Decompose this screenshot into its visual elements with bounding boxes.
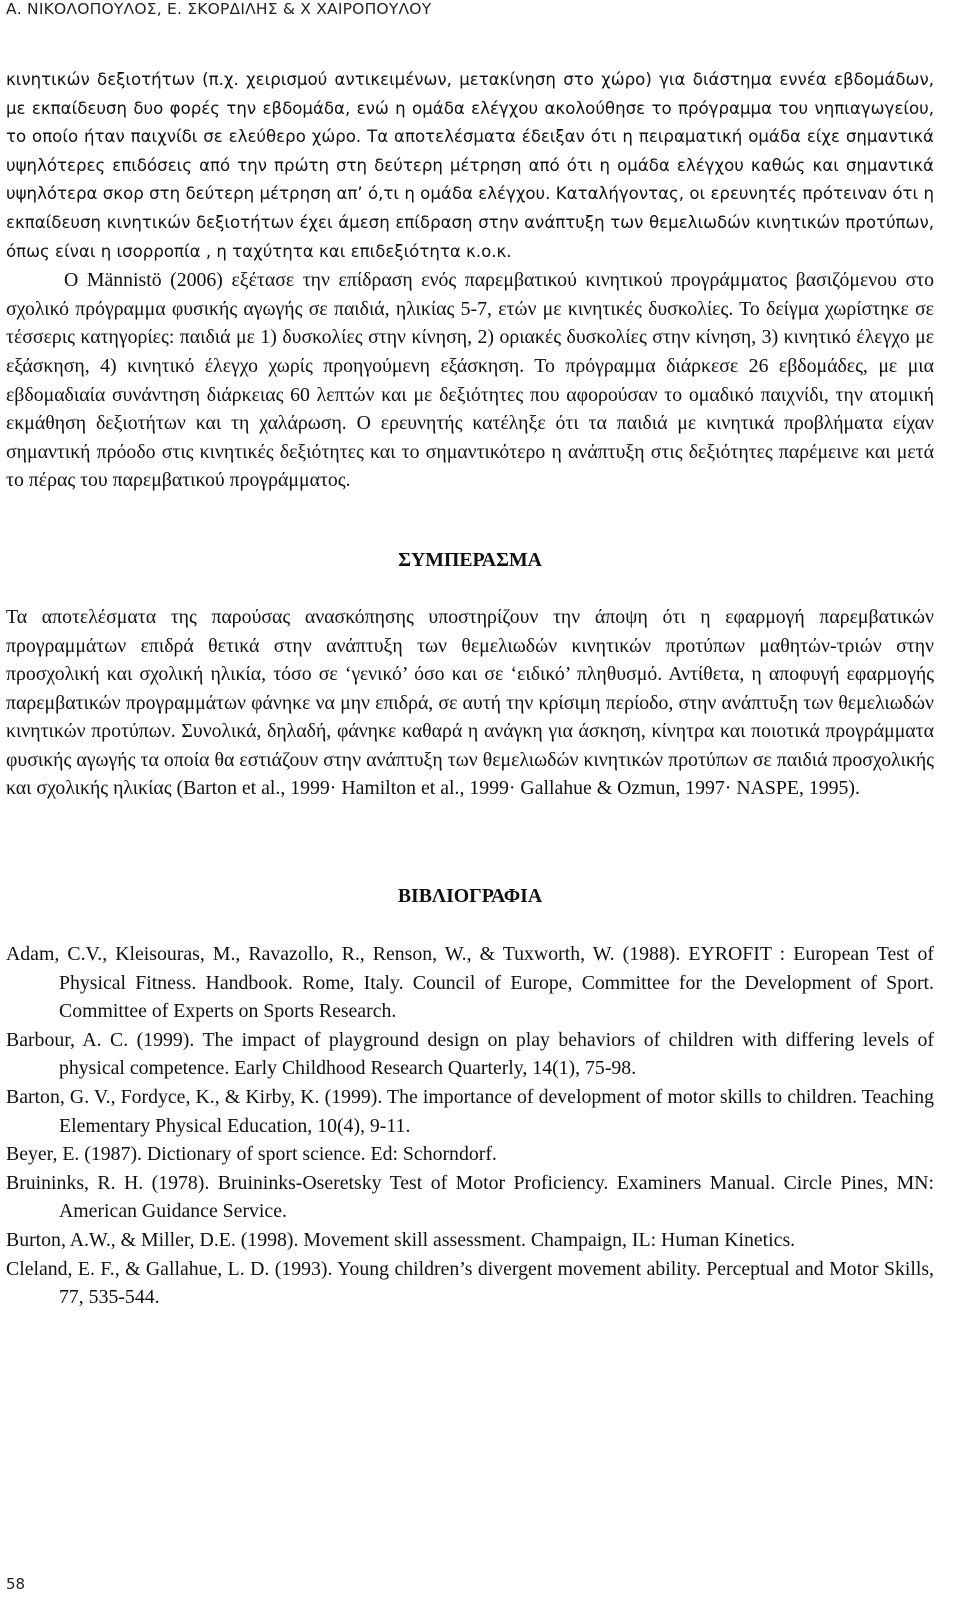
page-content [6, 66, 934, 1312]
body-paragraph-1: κινητικών δεξιοτήτων (π.χ. χειρισμού αντικειμένων, μετακίνηση στο χώρο) για διάστημα εννέα εβδομάδων, με εκπαίδευση δυο φορές την εβδομάδα, ενώ η ομάδα ελέγχου ακολούθησε το πρόγραμμα του νηπιαγωγείου, το οποίο ήταν παιχνίδι σε ελεύθερο χώρο. Τα αποτελέσματα έδειξαν ότι η πειραματική ομάδα είχε σημαντικά υψηλότερες επιδόσεις από την πρώτη στη δεύτερη μέτρηση από ότι η ομάδα ελέγχου καθώς και σημαντικά υψηλότερα σκορ στη δεύτερη μέτρηση απ’ ό,τι η ομάδα ελέγχου. Καταλήγοντας, οι ερευνητές πρότειναν ότι η εκπαίδευση κινητικών δεξιοτήτων έχει άμεση επίδραση στην ανάπτυξη των θεμελιωδών κινητικών προτύπων, όπως είναι η ισορροπία , η ταχύτητα και επιδεξιότητα κ.ο.κ. [6, 70, 934, 261]
reference-item: Adam, C.V., Kleisouras, M., Ravazollo, R., Renson, W., & Tuxworth, W. (1988). EYROFIT : European Test of Physical Fitness. Handbook. Rome, Italy. Council of Europe, Committee for the Development of Sport. Committee of Experts on Sports Research. [6, 943, 934, 1023]
reference-item: Bruininks, R. H. (1978). Bruininks-Oseretsky Test of Motor Proficiency. Examiners Manual. Circle Pines, MN: American Guidance Service. [6, 1171, 934, 1223]
reference-list [6, 940, 934, 1312]
reference-item: Burton, A.W., & Miller, D.E. (1998). Movement skill assessment. Champaign, IL: Human Kinetics. [6, 1229, 796, 1251]
reference-item: Beyer, E. (1987). Dictionary of sport science. Ed: Schorndorf. [6, 1143, 497, 1166]
page-number: 58 [6, 1575, 26, 1593]
conclusion-heading: ΣΥΜΠΕΡΑΣΜΑ [398, 548, 542, 571]
reference-item: Barbour, A. C. (1999). The impact of playground design on play behaviors of children with differing levels of physical competence. Early Childhood Research Quarterly, 14(1), 75-98. [6, 1028, 934, 1080]
body-paragraph-2: Ο Männistö (2006) εξέτασε την επίδραση ενός παρεμβατικού κινητικού προγράμματος βασιζόμενου στο σχολικό πρόγραμμα φυσικής αγωγής σε παιδιά, ηλικίας 5-7, ετών με κινητικές δυσκολίες. Το δείγμα χωρίστηκε σε τέσσερις κατηγορίες: παιδιά με 1) δυσκολίες στην κίνηση, 2) οριακές δυσκολίες στην κίνηση, 3) κινητικό έλεγχο με εξάσκηση, 4) κινητικό έλεγχο χωρίς προηγούμενη εξάσκηση. Το πρόγραμμα διάρκεσε 26 εβδομάδες, με μια εβδομαδιαία συνάντηση διάρκειας 60 λεπτών και με δεξιότητες που αφορούσαν το ομαδικό παιχνίδι, την ατομική εκμάθηση δεξιοτήτων και τη χαλάρωση. Ο ερευνητής κατέληξε ότι τα παιδιά με κινητικά προβλήματα είχαν σημαντική πρόοδο στις κινητικές δεξιότητες και το σημαντικότερο η ανάπτυξη στις δεξιότητες παρέμεινε και μετά το πέρας του παρεμβατικού προγράμματος. [6, 269, 934, 492]
bibliography-heading: ΒΙΒΛΙΟΓΡΑΦΙΑ [397, 885, 543, 908]
running-header: Α. ΝΙΚΟΛΟΠΟΥΛΟΣ, Ε. ΣΚΟΡΔΙΛΗΣ & Χ ΧΑΙΡΟΠΟΥΛΟΥ [6, 0, 432, 18]
reference-item: Barton, G. V., Fordyce, K., & Kirby, K. (1999). The importance of development of motor skills to children. Teaching Elementary Physical Education, 10(4), 9-11. [6, 1086, 934, 1137]
reference-item: Cleland, E. F., & Gallahue, L. D. (1993). Young children’s divergent movement ability. Perceptual and Motor Skills, 77, 535-544. [6, 1257, 934, 1309]
conclusion-paragraph: Τα αποτελέσματα της παρούσας ανασκόπησης υποστηρίζουν την άποψη ότι η εφαρμογή παρεμβατικών προγραμμάτων επιδρά θετικά στην ανάπτυξη των θεμελιωδών κινητικών προτύπων μαθητών-τριών στην προσχολική και σχολική ηλικία, τόσο σε ‘γενικό’ όσο και σε ‘ειδικό’ πληθυσμό. Αντίθετα, η αποφυγή εφαρμογής παρεμβατικών προγραμμάτων φάνηκε να μην επιδρά, σε αυτή την κρίσιμη περίοδο, στην ανάπτυξη των θεμελιωδών κινητικών προτύπων. Συνολικά, δηλαδή, φάνηκε καθαρά η ανάγκη για άσκηση, κίνητρα και ποιοτικά προγράμματα φυσικής αγωγής τα οποία θα εστιάζουν στην ανάπτυξη των θεμελιωδών κινητικών προτύπων σε παιδιά προσχολικής και σχολικής ηλικίας (Barton et al., 1999· Hamilton et al., 1999· Gallahue & Ozmun, 1997· NASPE, 1995). [6, 605, 934, 800]
